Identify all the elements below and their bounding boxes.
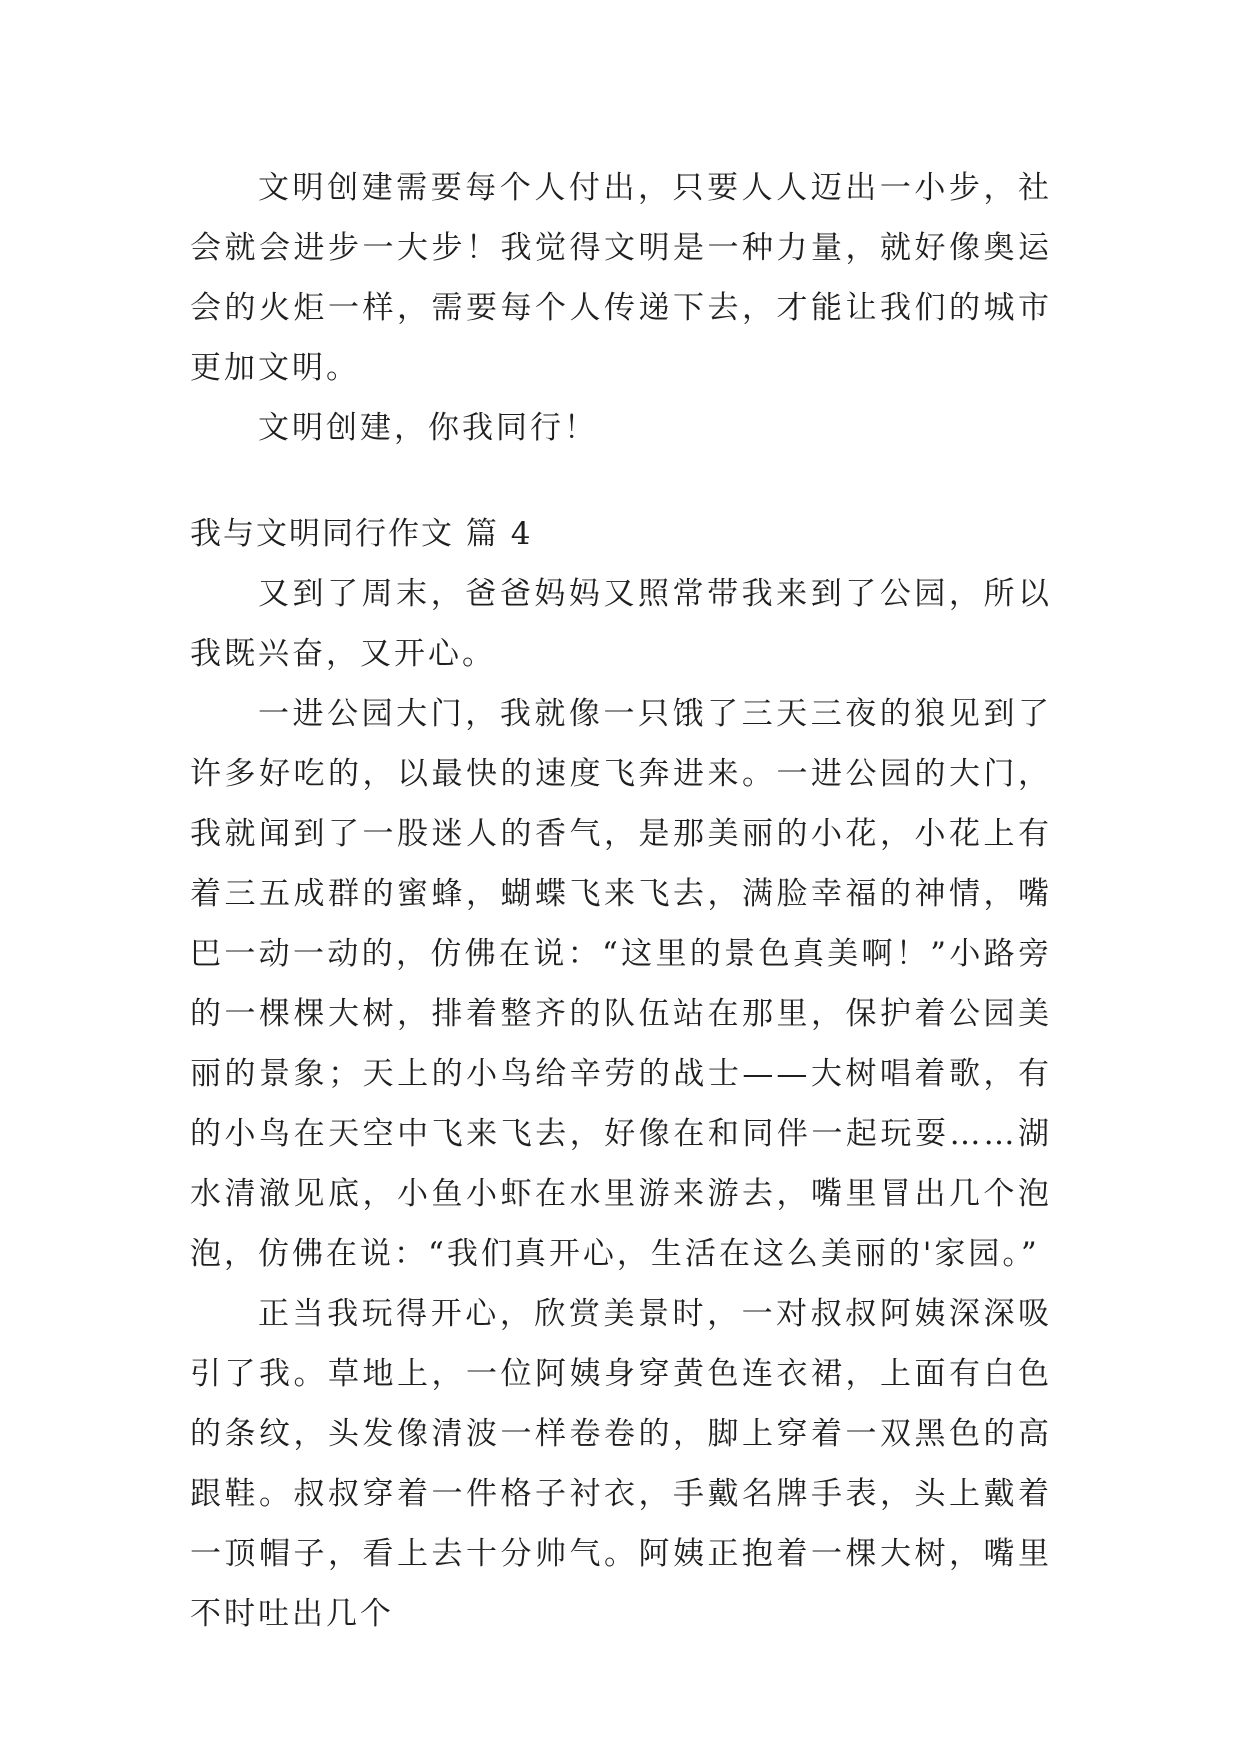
- paragraph-park-scenery: 一进公园大门，我就像一只饿了三天三夜的狼见到了许多好吃的，以最快的速度飞奔进来。一进公园的大门，我就闻到了一股迷人的香气，是那美丽的小花，小花上有着三五成群的蜜蜂，蝴蝶飞来飞去，满脸幸福的神情，嘴巴一动一动的，仿佛在说：“这里的景色真美啊！”小路旁的一棵棵大树，排着整齐的队伍站在那里，保护着公园美丽的景象；天上的小鸟给辛劳的战士——大树唱着歌，有的小鸟在天空中飞来飞去，好像在和同伴一起玩耍……湖水清澈见底，小鱼小虾在水里游来游去，嘴里冒出几个泡泡，仿佛在说：“我们真开心，生活在这么美丽的'家园。”: [190, 696, 1052, 1272]
- paragraph-weekend: 又到了周末，爸爸妈妈又照常带我来到了公园，所以我既兴奋，又开心。: [190, 576, 1052, 672]
- essay-heading: 我与文明同行作文 篇 4: [190, 516, 533, 552]
- paragraph-slogan: 文明创建，你我同行！: [258, 410, 598, 446]
- paragraph-civilization-effort: 文明创建需要每个人付出，只要人人迈出一小步，社会就会进步一大步！我觉得文明是一种力量，就好像奥运会的火炬一样，需要每个人传递下去，才能让我们的城市更加文明。: [190, 170, 1052, 386]
- document-body: [190, 158, 1052, 1644]
- paragraph-couple: 正当我玩得开心，欣赏美景时，一对叔叔阿姨深深吸引了我。草地上，一位阿姨身穿黄色连衣裙，上面有白色的条纹，头发像清波一样卷卷的，脚上穿着一双黑色的高跟鞋。叔叔穿着一件格子衬衣，手戴名牌手表，头上戴着一顶帽子，看上去十分帅气。阿姨正抱着一棵大树，嘴里不时吐出几个: [190, 1296, 1052, 1632]
